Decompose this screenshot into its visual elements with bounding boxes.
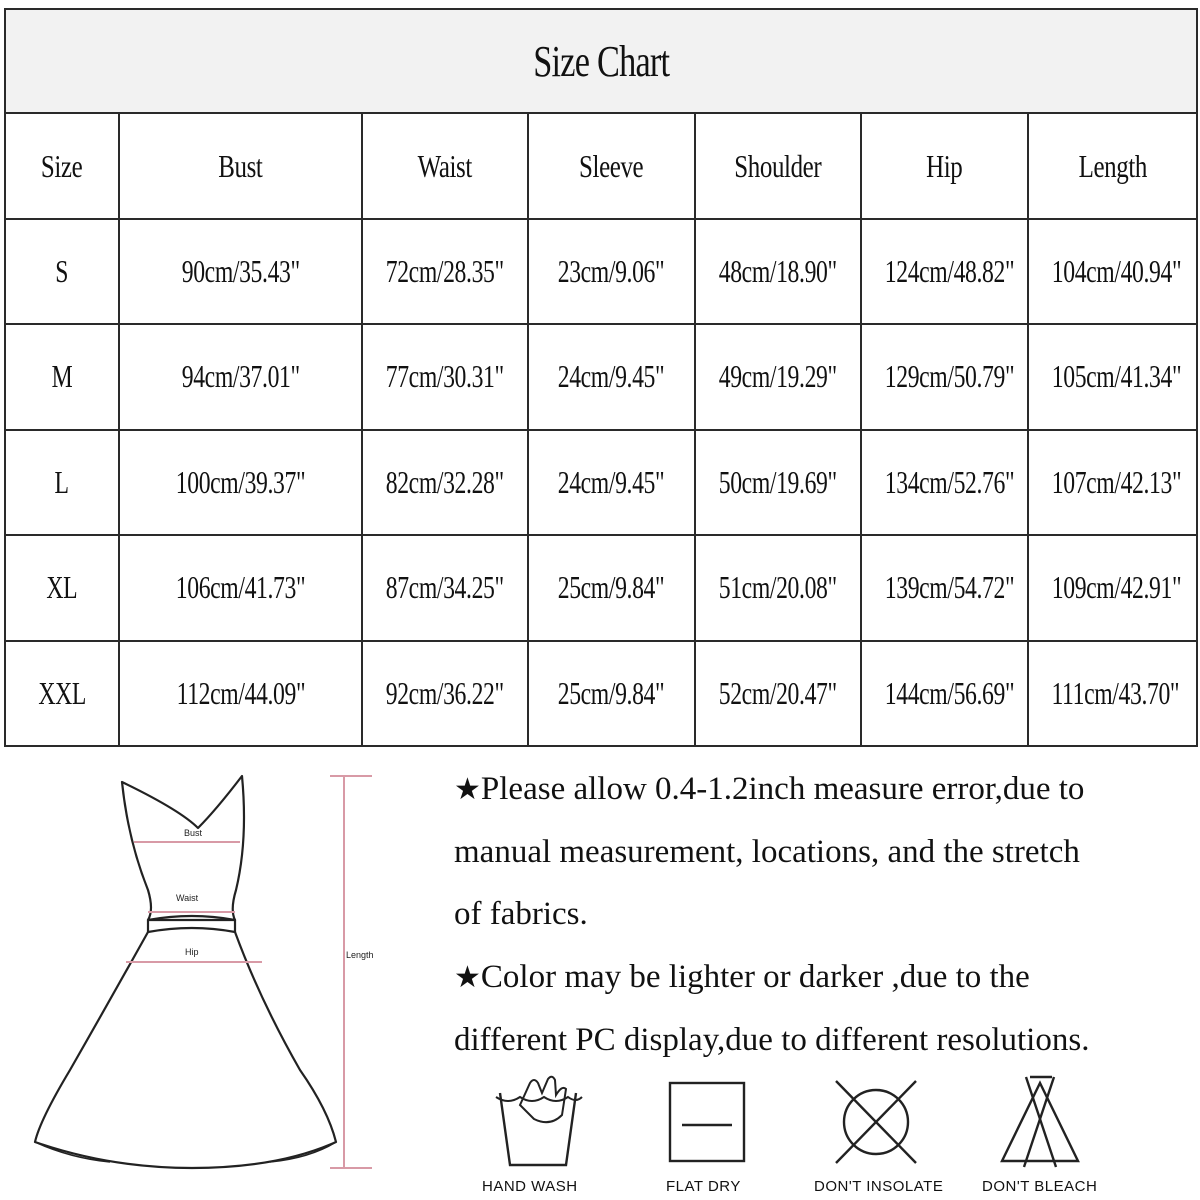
table-cell: 124cm/48.82" <box>861 219 1028 324</box>
table-cell: S <box>5 219 119 324</box>
star-icon: ★ <box>454 773 481 806</box>
table-cell: 111cm/43.70" <box>1028 641 1197 746</box>
measure-lines <box>126 776 372 1168</box>
table-row <box>5 535 1197 640</box>
table-cell: 112cm/44.09" <box>119 641 362 746</box>
dress-skirt <box>35 932 336 1168</box>
table-cell: 129cm/50.79" <box>861 324 1028 429</box>
dress-measurement-diagram <box>30 770 420 1190</box>
header-bust: Bust <box>119 113 362 218</box>
table-cell: 107cm/42.13" <box>1028 430 1197 535</box>
table-cell: 144cm/56.69" <box>861 641 1028 746</box>
table-cell: L <box>5 430 119 535</box>
measure-error-note: ★Please allow 0.4-1.2inch measure error,due to manual measurement, locations, and the stretch of fabrics. <box>454 771 1085 932</box>
table-cell: 100cm/39.37" <box>119 430 362 535</box>
header-shoulder: Shoulder <box>695 113 861 218</box>
table-cell: M <box>5 324 119 429</box>
length-label: Length <box>346 950 374 960</box>
table-cell: 106cm/41.73" <box>119 535 362 640</box>
table-cell: 109cm/42.91" <box>1028 535 1197 640</box>
table-cell: 104cm/40.94" <box>1028 219 1197 324</box>
flat-dry-icon <box>664 1075 824 1195</box>
table-cell: 49cm/19.29" <box>695 324 861 429</box>
do-not-bleach-label: DON'T BLEACH <box>982 1178 1098 1195</box>
table-cell: 94cm/37.01" <box>119 324 362 429</box>
table-cell: 25cm/9.84" <box>528 535 695 640</box>
header-sleeve: Sleeve <box>528 113 695 218</box>
table-cell: 25cm/9.84" <box>528 641 695 746</box>
dress-hem <box>35 1142 336 1162</box>
table-cell: 139cm/54.72" <box>861 535 1028 640</box>
table-row <box>5 324 1197 429</box>
color-note: ★Color may be lighter or darker ,due to the different PC display,due to different resolutions. <box>454 959 1090 1058</box>
table-cell: 77cm/30.31" <box>362 324 528 429</box>
table-cell: 50cm/19.69" <box>695 430 861 535</box>
header-hip: Hip <box>861 113 1028 218</box>
hand-wash-icon <box>490 1075 650 1195</box>
header-length: Length <box>1028 113 1197 218</box>
size-chart-title: Size Chart <box>5 9 1197 113</box>
table-cell: 105cm/41.34" <box>1028 324 1197 429</box>
do-not-insolate-label: DON'T INSOLATE <box>814 1178 944 1195</box>
table-cell: 23cm/9.06" <box>528 219 695 324</box>
do-not-bleach-icon <box>996 1075 1156 1195</box>
star-icon: ★ <box>454 961 481 994</box>
table-row <box>5 219 1197 324</box>
table-cell: 72cm/28.35" <box>362 219 528 324</box>
dress-waistband <box>148 916 235 932</box>
table-cell: 24cm/9.45" <box>528 430 695 535</box>
header-waist: Waist <box>362 113 528 218</box>
hip-label: Hip <box>185 947 199 957</box>
do-not-insolate-icon <box>828 1075 988 1195</box>
table-cell: 52cm/20.47" <box>695 641 861 746</box>
table-row <box>5 641 1197 746</box>
table-cell: XL <box>5 535 119 640</box>
header-size: Size <box>5 113 119 218</box>
flat-dry-label: FLAT DRY <box>666 1178 741 1195</box>
table-cell: 51cm/20.08" <box>695 535 861 640</box>
table-cell: 134cm/52.76" <box>861 430 1028 535</box>
size-chart-table <box>4 8 1198 747</box>
table-cell: 82cm/32.28" <box>362 430 528 535</box>
table-cell: 87cm/34.25" <box>362 535 528 640</box>
header-row <box>5 113 1197 218</box>
waist-label: Waist <box>176 893 199 903</box>
table-cell: 24cm/9.45" <box>528 324 695 429</box>
bust-label: Bust <box>184 828 203 838</box>
table-cell: 92cm/36.22" <box>362 641 528 746</box>
table-row <box>5 430 1197 535</box>
table-cell: 90cm/35.43" <box>119 219 362 324</box>
hand-wash-label: HAND WASH <box>482 1178 578 1195</box>
table-cell: XXL <box>5 641 119 746</box>
table-cell: 48cm/18.90" <box>695 219 861 324</box>
